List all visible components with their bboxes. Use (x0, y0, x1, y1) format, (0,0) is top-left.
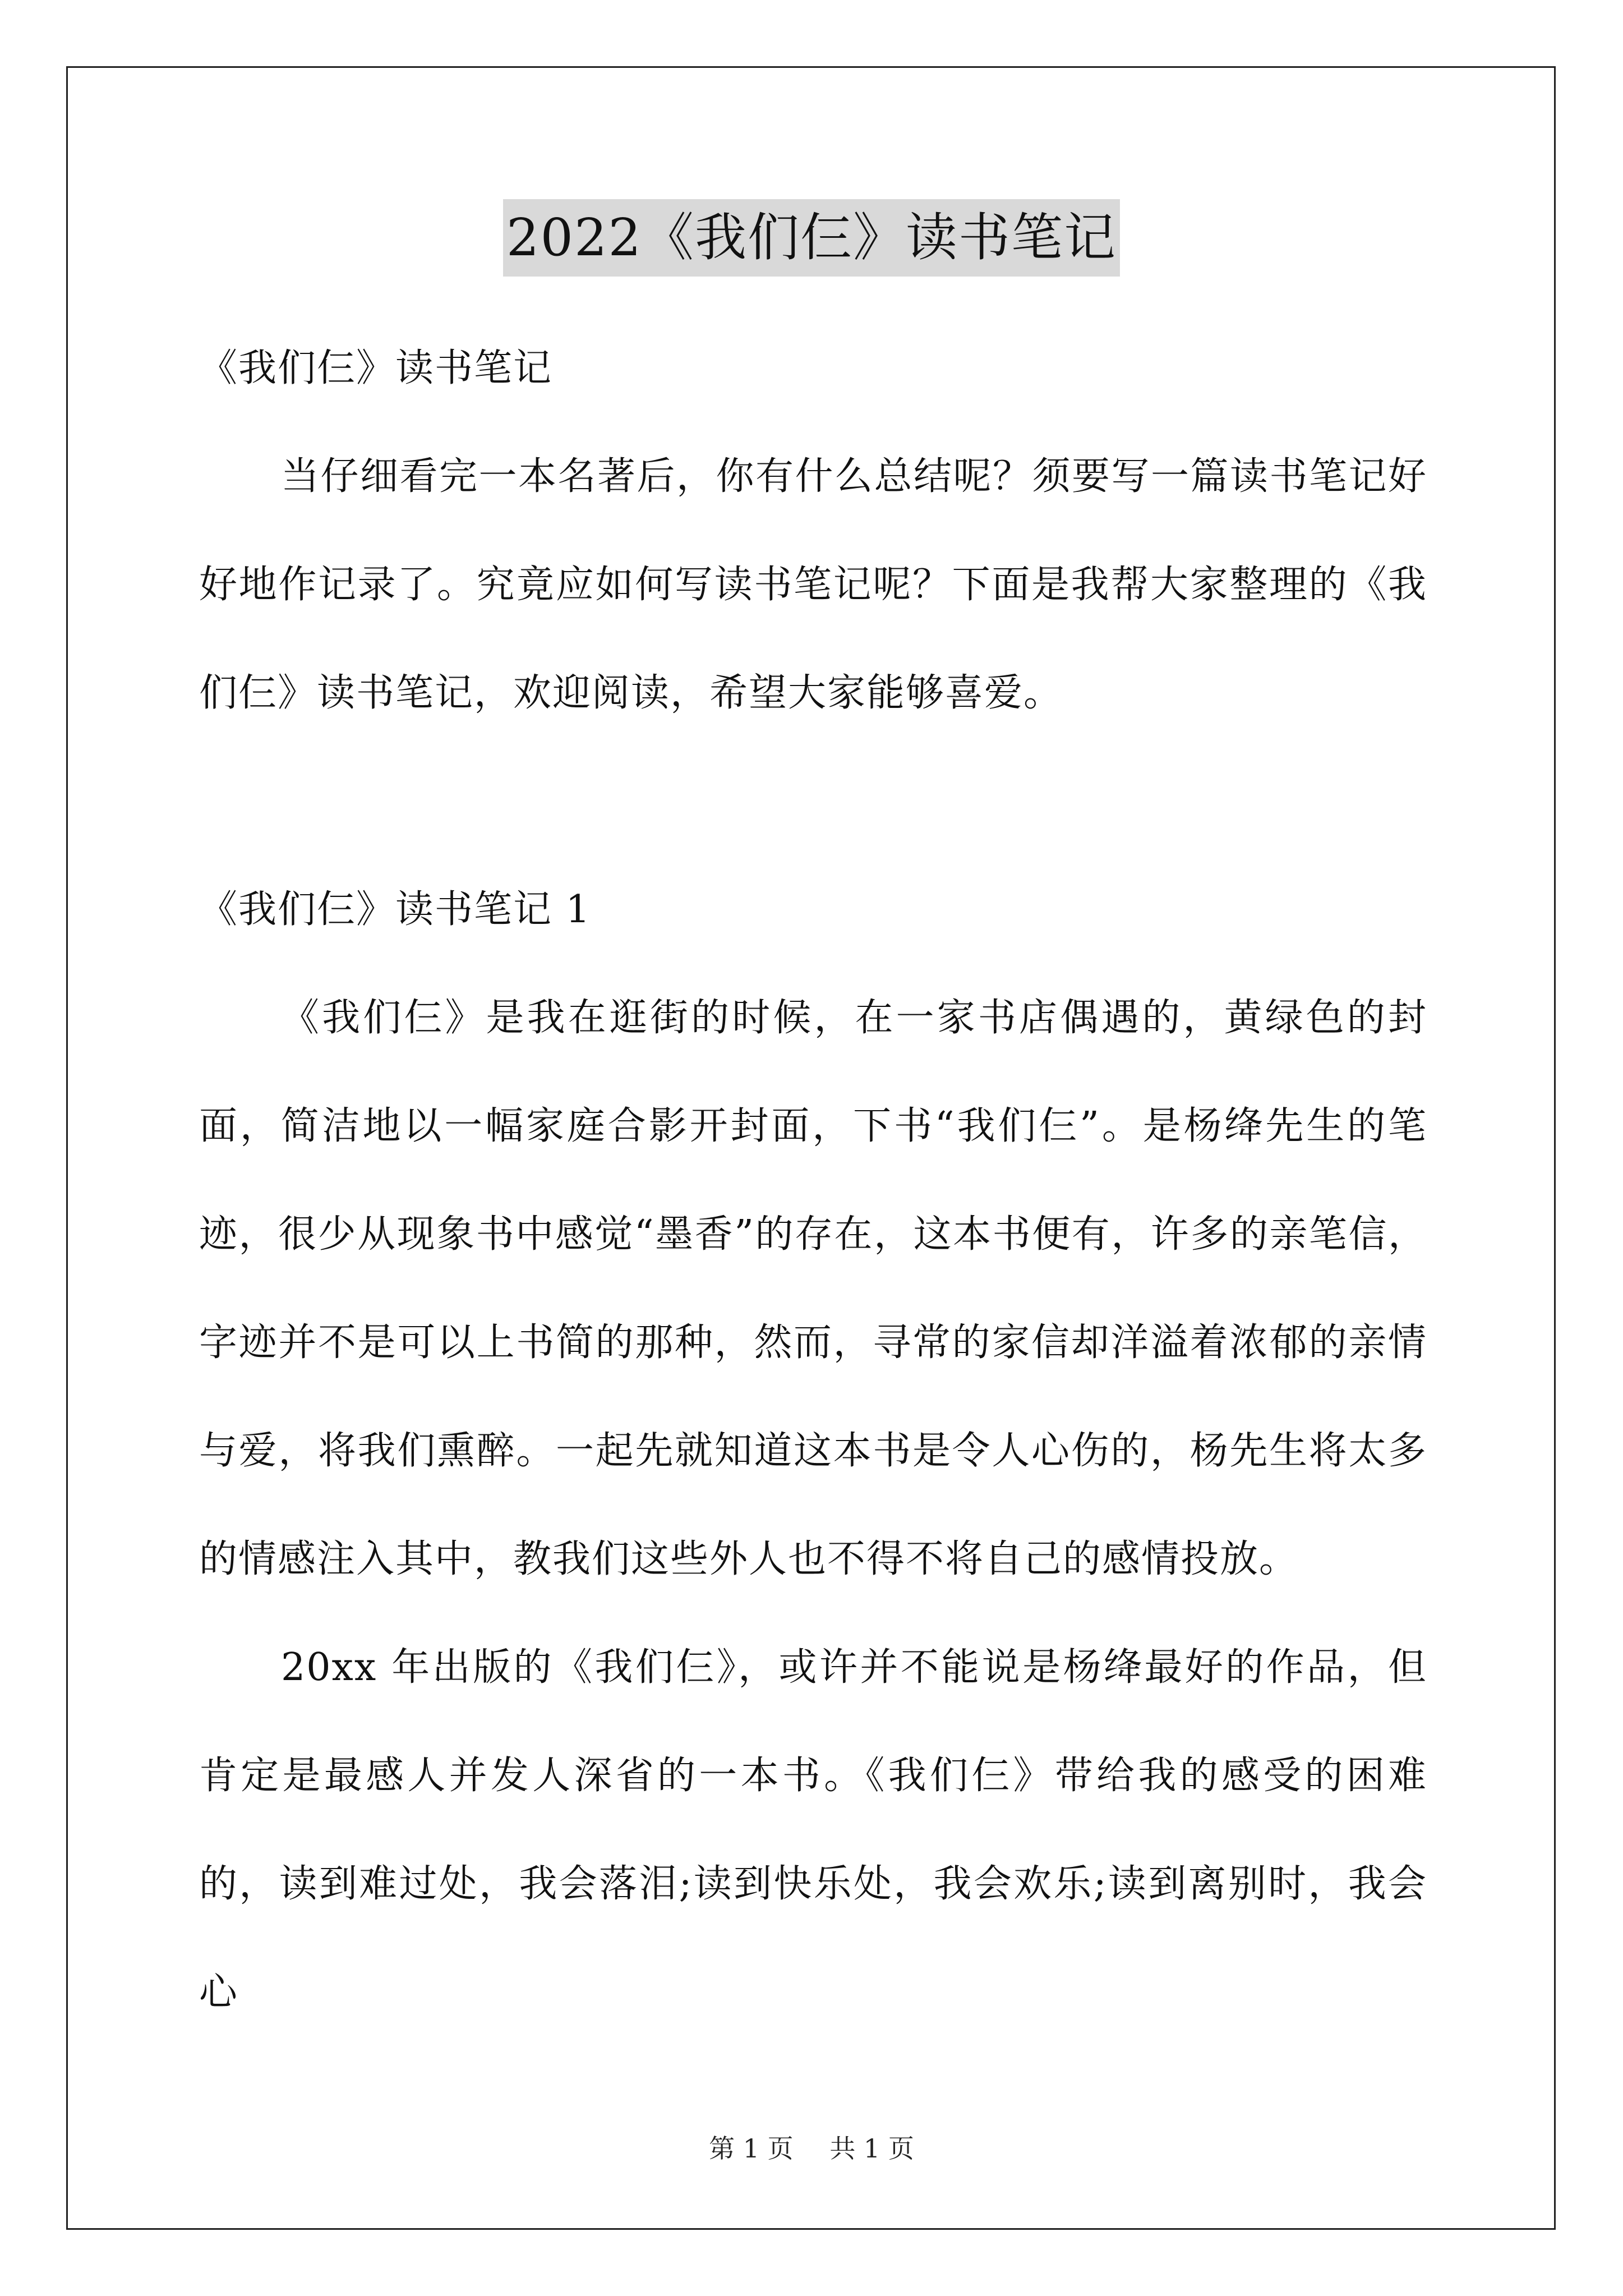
body-paragraph-1: 《我们仨》是我在逛街的时候，在一家书店偶遇的，黄绿色的封面，简洁地以一幅家庭合影开封面，下书“我们仨”。是杨绛先生的笔迹，很少从现象书中感觉“墨香”的存在，这本书便有，许多的亲笔信，字迹并不是可以上书简的那种，然而，寻常的家信却洋溢着浓郁的亲情与爱，将我们熏醉。一起先就知道这本书是令人心伤的，杨先生将太多的情感注入其中，教我们这些外人也不得不将自己的感情投放。 (199, 996, 1427, 1581)
subtitle: 《我们仨》读书笔记 (199, 346, 553, 390)
section-heading: 《我们仨》读书笔记 1 (199, 887, 591, 932)
intro-paragraph: 当仔细看完一本名著后，你有什么总结呢？须要写一篇读书笔记好好地作记录了。究竟应如何写读书笔记呢？下面是我帮大家整理的《我们仨》读书笔记，欢迎阅读，希望大家能够喜爱。 (199, 454, 1427, 715)
page-total: 共 1 页 (829, 2133, 914, 2164)
document-body (199, 314, 1427, 2046)
body-paragraph-2: 20xx 年出版的《我们仨》，或许并不能说是杨绛最好的作品，但肯定是最感人并发人深省的一本书。《我们仨》带给我的感受的困难的，读到难过处，我会落泪;读到快乐处，我会欢乐;读到离别时，我会心 (199, 1645, 1427, 2014)
document-title: 2022《我们仨》读书笔记 (503, 199, 1120, 277)
paragraph-gap (199, 747, 1427, 855)
title-container (0, 199, 1623, 277)
page-number: 第 1 页 (709, 2133, 794, 2164)
page-footer (0, 2132, 1623, 2165)
